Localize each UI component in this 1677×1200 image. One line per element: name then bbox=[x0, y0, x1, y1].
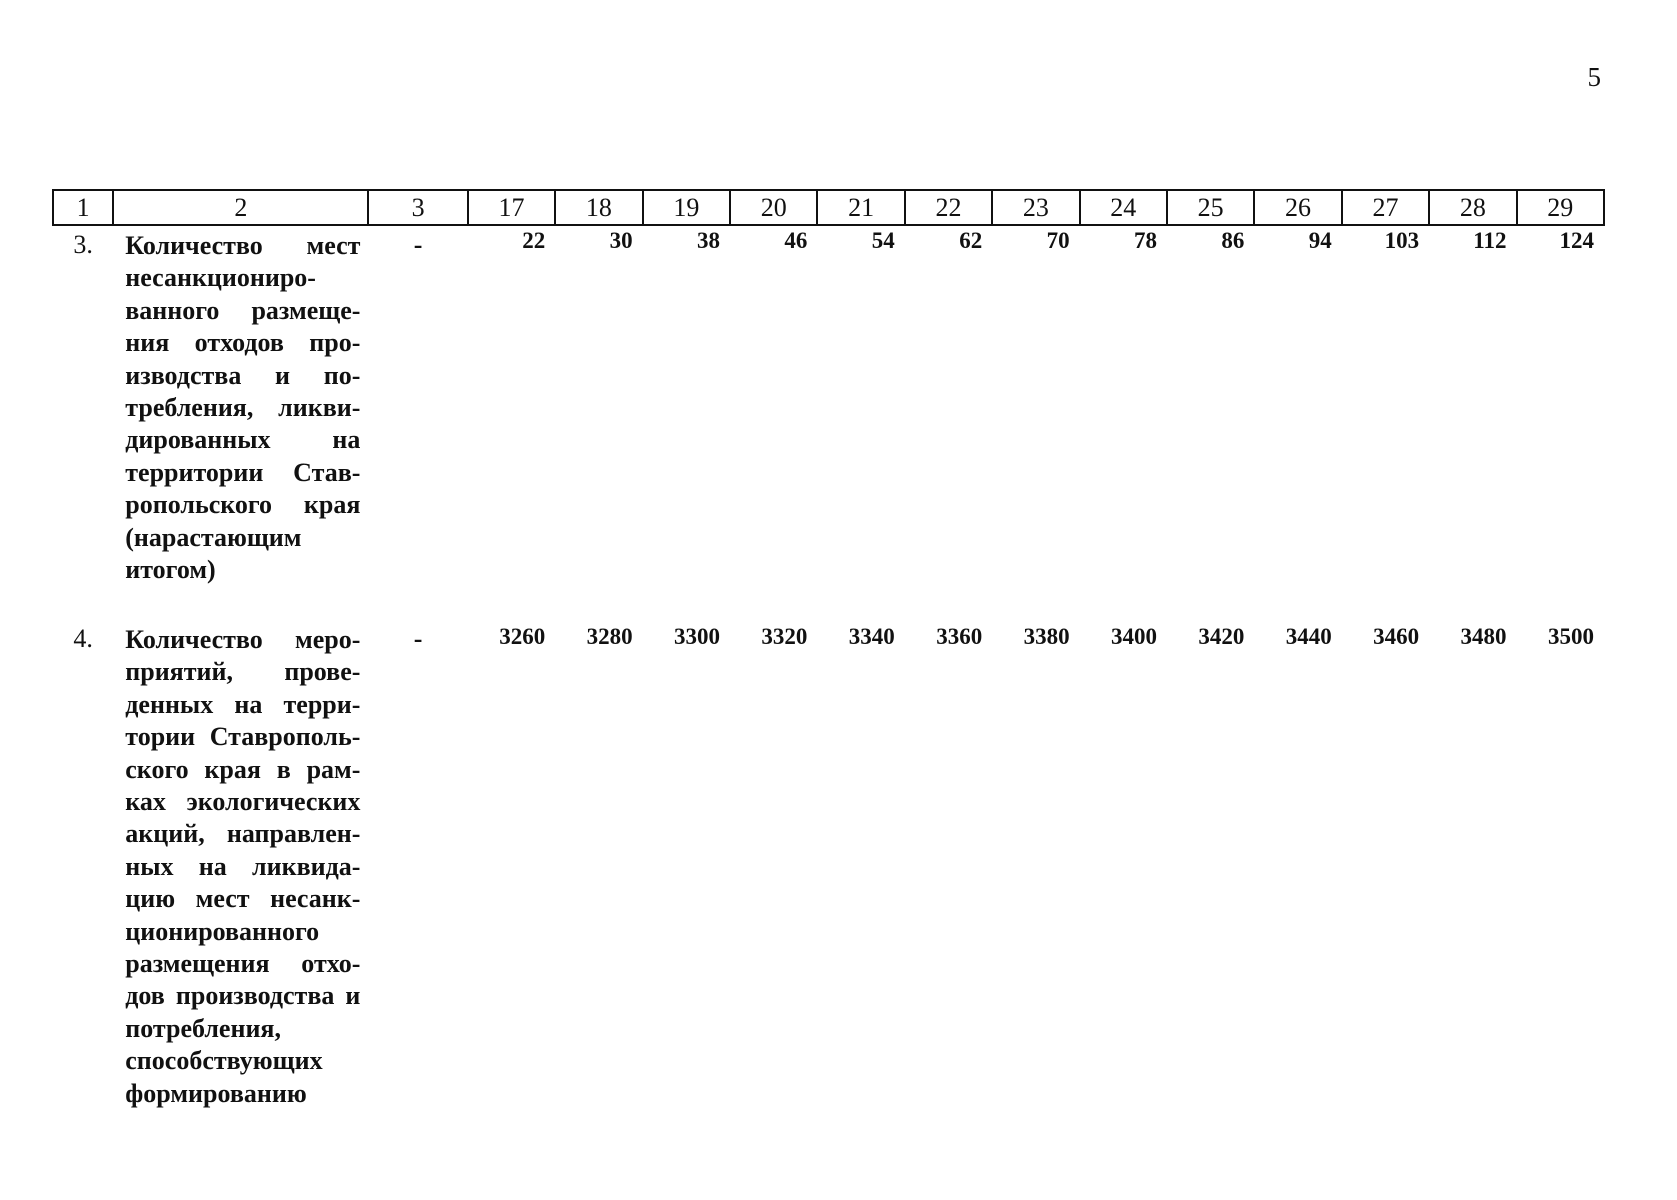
table-cell: 38 bbox=[697, 228, 721, 253]
header-row bbox=[53, 190, 1604, 225]
column-header: 21 bbox=[817, 190, 904, 225]
table-cell: 54 bbox=[871, 228, 895, 253]
table-cell: 78 bbox=[1133, 228, 1157, 253]
table-cell: 124 bbox=[1559, 228, 1594, 253]
column-header: 23 bbox=[992, 190, 1079, 225]
table-cell: 86 bbox=[1221, 228, 1245, 253]
column-header: 26 bbox=[1254, 190, 1341, 225]
indicator-unit: - bbox=[413, 230, 423, 259]
table-cell: 3340 bbox=[848, 624, 895, 649]
table-row bbox=[53, 225, 1604, 620]
table-cell: 3480 bbox=[1460, 624, 1507, 649]
column-header: 29 bbox=[1517, 190, 1604, 225]
row-number: 4. bbox=[73, 624, 93, 653]
table-cell: 3280 bbox=[586, 624, 633, 649]
indicator-name: Количество меро-приятий, прове-денных на терри-тории Ставрополь-ского края в рам-ках экологических акций, направлен-ных на ликвида-цию мест несанк-ционированного размещения отхо-дов производства и потребления, способствующих формированию bbox=[125, 625, 361, 1108]
column-header: 1 bbox=[53, 190, 113, 225]
table-cell: 3420 bbox=[1198, 624, 1245, 649]
table-row bbox=[53, 620, 1604, 1110]
table-cell: 3460 bbox=[1373, 624, 1420, 649]
indicators-table bbox=[52, 189, 1605, 1110]
table-cell: 22 bbox=[522, 228, 546, 253]
table-cell: 70 bbox=[1046, 228, 1070, 253]
column-header: 2 bbox=[113, 190, 368, 225]
table-cell: 3440 bbox=[1285, 624, 1332, 649]
indicator-name: Количество мест несанкциониро-ванного размеще-ния отходов про-изводства и по-требления, ликви-дированных на территории Став-ропольского края (нарастающим итогом) bbox=[125, 231, 361, 585]
column-header: 27 bbox=[1342, 190, 1429, 225]
table-cell: 3360 bbox=[936, 624, 983, 649]
column-header: 17 bbox=[468, 190, 555, 225]
column-header: 25 bbox=[1167, 190, 1254, 225]
table-cell: 3380 bbox=[1023, 624, 1070, 649]
table-cell: 3320 bbox=[761, 624, 808, 649]
column-header: 19 bbox=[643, 190, 730, 225]
table-cell: 3260 bbox=[499, 624, 546, 649]
row-number: 3. bbox=[73, 230, 93, 259]
column-header: 28 bbox=[1429, 190, 1516, 225]
table-cell: 103 bbox=[1384, 228, 1420, 253]
table-cell: 46 bbox=[784, 228, 808, 253]
column-header: 3 bbox=[368, 190, 467, 225]
column-header: 20 bbox=[730, 190, 817, 225]
table-cell: 94 bbox=[1308, 228, 1332, 253]
column-header: 18 bbox=[555, 190, 642, 225]
table-cell: 3400 bbox=[1110, 624, 1157, 649]
table-cell: 62 bbox=[959, 228, 983, 253]
column-header: 24 bbox=[1080, 190, 1167, 225]
page-number: 5 bbox=[1587, 62, 1601, 92]
column-header: 22 bbox=[905, 190, 992, 225]
table-cell: 30 bbox=[609, 228, 633, 253]
indicator-unit: - bbox=[413, 624, 423, 653]
table-cell: 3300 bbox=[674, 624, 721, 649]
table-cell: 3500 bbox=[1548, 624, 1594, 649]
table-cell: 112 bbox=[1473, 228, 1507, 253]
